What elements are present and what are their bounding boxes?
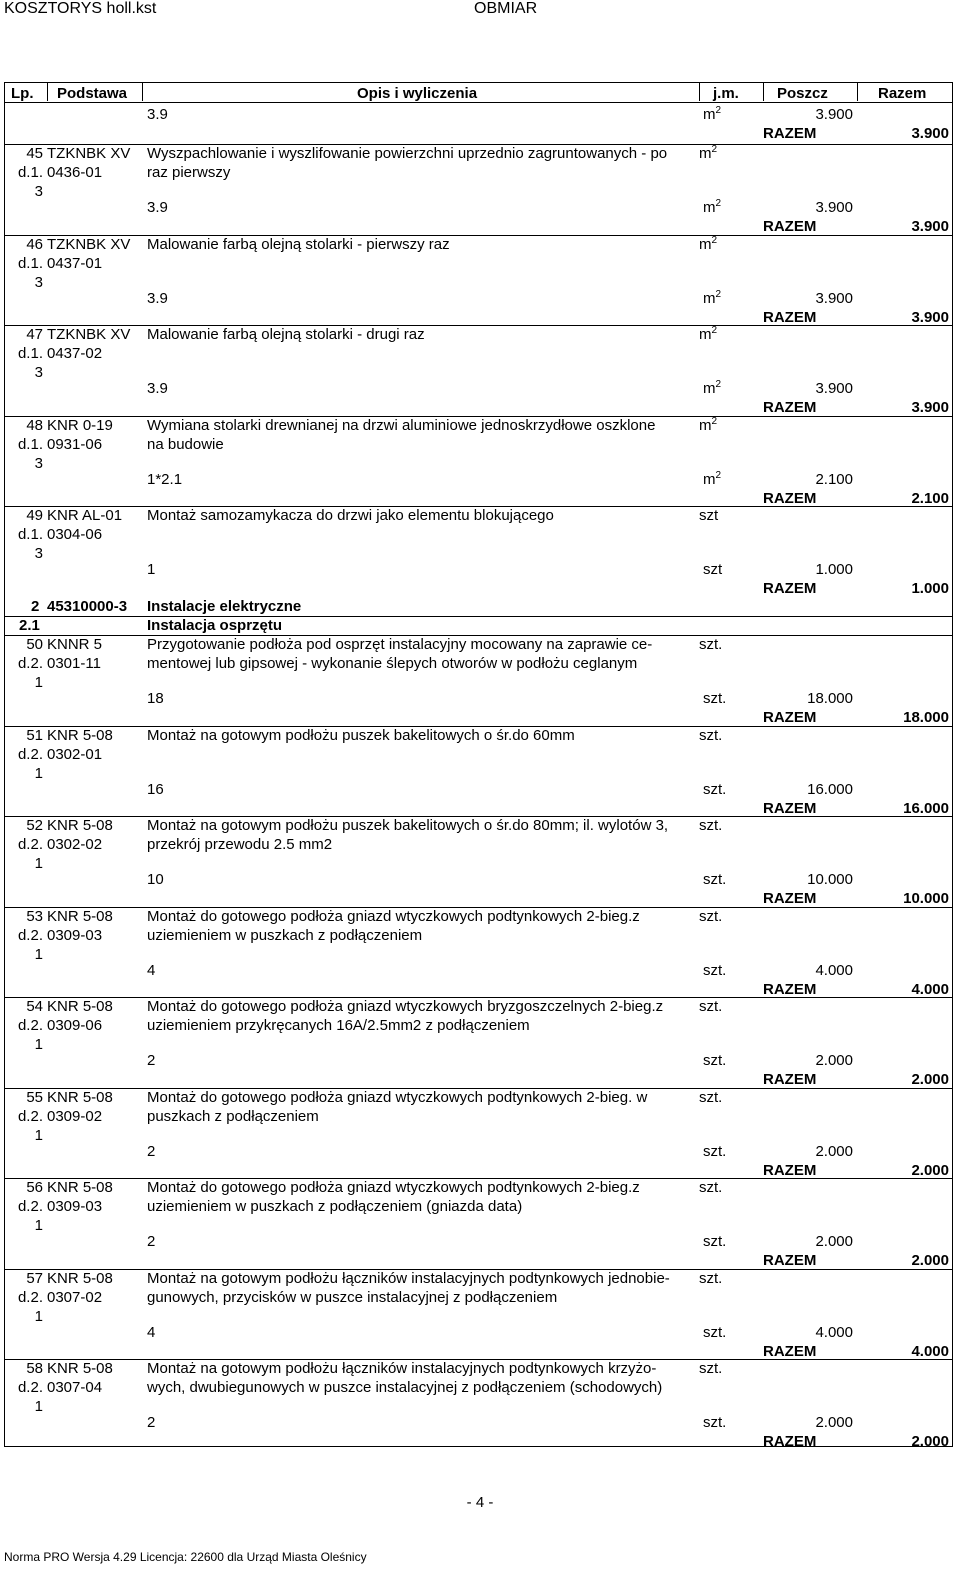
- header-divider: [5, 102, 952, 103]
- item-description: gunowych, przycisków w puszce instalacyjnej z podłączeniem: [147, 1288, 558, 1306]
- item-description: uziemieniem przykręcanych 16A/2.5mm2 z podłączeniem: [147, 1017, 530, 1034]
- col-podstawa: Podstawa: [57, 85, 128, 102]
- calc-expression: 18: [147, 690, 164, 707]
- item-description: Wymiana stolarki drewnianej na drzwi aluminiowe jednoskrzydłowe oszklone: [147, 416, 656, 434]
- razem-value: 2.100: [911, 489, 949, 507]
- item-code: 0309-03: [47, 926, 103, 944]
- razem-label: RAZEM: [763, 709, 817, 726]
- item-code: 0301-11: [47, 655, 101, 672]
- item-description: Wyszpachlowanie i wyszlifowanie powierzchni uprzednio zagruntowanych - po: [147, 145, 668, 162]
- item-code: 0307-04: [47, 1379, 103, 1396]
- calc-unit: szt.: [703, 1142, 727, 1160]
- calc-expression: 10: [147, 871, 164, 888]
- col-divider: [857, 83, 858, 101]
- calc-unit: szt.: [703, 1323, 727, 1341]
- col-divider: [763, 83, 764, 101]
- item-code: 0931-06: [47, 435, 103, 453]
- calc-unit: szt.: [703, 1233, 727, 1250]
- razem-value: 3.900: [911, 399, 949, 416]
- calc-expression: 2: [147, 1233, 156, 1250]
- item-lp: 1: [34, 855, 43, 872]
- col-divider: [699, 83, 700, 101]
- razem-value: 3.900: [911, 308, 949, 326]
- item-unit: $m^2$: [699, 415, 718, 434]
- item-lp: d.2.: [17, 1288, 43, 1306]
- item-description: Montaż do gotowego podłoża gniazd wtyczkowych bryzgoszczelnych 2-bieg.z: [147, 998, 664, 1015]
- item-description: uziemieniem w puszkach z podłączeniem (gniazda data): [147, 1198, 523, 1215]
- section-title: Instalacje elektryczne: [147, 598, 302, 615]
- calc-unit: $m^2$: [703, 469, 722, 488]
- item-lp: d.2.: [17, 836, 43, 853]
- col-razem: Razem: [878, 85, 927, 102]
- item-lp: 1: [34, 1126, 43, 1144]
- item-unit: szt.: [699, 726, 723, 744]
- item-description: Montaż do gotowego podłoża gniazd wtyczkowych podtynkowych 2-bieg.z: [147, 907, 640, 925]
- item-code: KNR 0-19: [47, 416, 113, 434]
- item-lp: 55: [26, 1088, 43, 1106]
- calc-value: 4.000: [815, 961, 853, 979]
- calc-value: 3.900: [815, 199, 853, 216]
- item-lp: 3: [34, 273, 43, 291]
- item-description: na budowie: [147, 435, 224, 453]
- calc-value: 2.100: [815, 470, 853, 488]
- razem-label: RAZEM: [763, 1433, 817, 1450]
- item-lp: 1: [34, 1036, 43, 1053]
- item-lp: 3: [34, 454, 43, 472]
- item-unit: $m^2$: [699, 144, 718, 162]
- razem-label: RAZEM: [763, 799, 817, 817]
- item-lp: 3: [34, 545, 43, 562]
- razem-label: RAZEM: [763, 218, 817, 235]
- item-description: Montaż na gotowym podłożu puszek bakelitowych o śr.do 60mm: [147, 726, 575, 744]
- calc-unit: szt.: [703, 871, 727, 888]
- item-lp: d.2.: [17, 1198, 43, 1215]
- carry-unit: $m^2$: [703, 105, 722, 123]
- item-description: Montaż na gotowym podłożu łączników instalacyjnych podtynkowych jednobie-: [147, 1269, 670, 1287]
- item-code: TZKNBK XV: [47, 326, 131, 343]
- razem-value: 3.900: [911, 218, 949, 235]
- calc-value: 4.000: [815, 1323, 853, 1341]
- razem-label: RAZEM: [763, 489, 817, 507]
- item-description: mentowej lub gipsowej - wykonanie ślepych otworów w podłożu ceglanym: [147, 655, 638, 672]
- calc-unit: $m^2$: [703, 379, 722, 397]
- calc-unit: szt.: [703, 961, 727, 979]
- item-code: KNR AL-01: [47, 507, 123, 524]
- razem-value: 1.000: [911, 580, 949, 597]
- razem-label: RAZEM: [763, 890, 817, 907]
- calc-expression: 3.9: [147, 289, 168, 307]
- item-description: puszkach z podłączeniem: [147, 1107, 319, 1125]
- item-lp: d.1.: [17, 254, 43, 272]
- item-code: KNR 5-08: [47, 998, 113, 1015]
- item-unit: szt.: [699, 907, 723, 925]
- calc-expression: 2: [147, 1142, 156, 1160]
- item-unit: szt.: [699, 1179, 723, 1196]
- item-unit: szt: [699, 507, 719, 524]
- item-code: KNR 5-08: [47, 1088, 113, 1106]
- calc-value: 16.000: [807, 780, 853, 798]
- item-code: KNR 5-08: [47, 1360, 113, 1377]
- razem-value: 4.000: [911, 980, 949, 998]
- col-lp: Lp.: [11, 85, 34, 102]
- item-lp: 1: [34, 945, 43, 963]
- carry-razem-label: RAZEM: [763, 125, 817, 142]
- item-code: TZKNBK XV: [47, 145, 131, 162]
- razem-label: RAZEM: [763, 1161, 817, 1179]
- calc-value: 3.900: [815, 380, 853, 397]
- item-lp: d.1.: [17, 164, 43, 181]
- item-lp: d.2.: [17, 1379, 43, 1396]
- item-description: Montaż do gotowego podłoża gniazd wtyczkowych podtynkowych 2-bieg.z: [147, 1179, 640, 1196]
- item-lp: 48: [26, 416, 43, 434]
- item-unit: szt.: [699, 1360, 723, 1377]
- item-lp: 1: [34, 1307, 43, 1325]
- item-unit: szt.: [699, 1088, 723, 1106]
- item-lp: d.2.: [17, 926, 43, 944]
- item-code: 0304-06: [47, 526, 103, 543]
- item-lp: 45: [26, 145, 43, 162]
- razem-label: RAZEM: [763, 1252, 817, 1269]
- item-code: KNR 5-08: [47, 907, 113, 925]
- document-section: OBMIAR: [474, 0, 538, 17]
- estimate-table: [4, 82, 953, 1450]
- razem-value: 2.000: [911, 1433, 949, 1450]
- razem-label: RAZEM: [763, 580, 817, 597]
- item-unit: $m^2$: [699, 325, 718, 343]
- razem-label: RAZEM: [763, 1342, 817, 1360]
- item-unit: szt.: [699, 998, 723, 1015]
- razem-label: RAZEM: [763, 308, 817, 326]
- item-description: uziemieniem w puszkach z podłączeniem: [147, 926, 423, 944]
- calc-unit: $m^2$: [703, 288, 722, 307]
- item-lp: 1: [34, 1217, 43, 1234]
- calc-value: 18.000: [807, 690, 853, 707]
- col-divider: [142, 83, 143, 101]
- item-code: KNR 5-08: [47, 726, 113, 744]
- subsection-title: Instalacja osprzętu: [147, 617, 283, 634]
- item-unit: szt.: [699, 636, 723, 653]
- item-description: raz pierwszy: [147, 164, 231, 181]
- carry-calc: 3.9: [147, 106, 168, 123]
- col-divider: [47, 83, 48, 101]
- calc-expression: 3.9: [147, 380, 168, 397]
- calc-value: 2.000: [815, 1233, 853, 1250]
- item-code: TZKNBK XV: [47, 235, 131, 253]
- col-opis: Opis i wyliczenia: [357, 85, 478, 102]
- document-title: KOSZTORYS holl.kst: [4, 0, 157, 17]
- page-number: - 4 -: [466, 1494, 494, 1511]
- footer-license: Norma PRO Wersja 4.29 Licencja: 22600 dla Urząd Miasta Oleśnicy: [4, 1550, 367, 1564]
- item-lp: 1: [34, 764, 43, 782]
- calc-expression: 1*2.1: [147, 470, 183, 488]
- item-lp: d.1.: [17, 526, 43, 543]
- item-code: KNR 5-08: [47, 817, 113, 834]
- item-code: 0307-02: [47, 1288, 103, 1306]
- section-code: 45310000-3: [47, 598, 128, 615]
- item-lp: 46: [26, 235, 43, 253]
- calc-unit: szt.: [703, 1414, 727, 1431]
- razem-value: 2.000: [911, 1161, 949, 1179]
- item-description: Montaż na gotowym podłożu puszek bakelitowych o śr.do 80mm; il. wylotów 3,: [147, 817, 669, 834]
- item-lp: d.1.: [17, 345, 43, 362]
- razem-value: 2.000: [911, 1252, 949, 1269]
- calc-expression: 2: [147, 1414, 156, 1431]
- calc-unit: szt.: [703, 690, 727, 707]
- item-code: 0309-03: [47, 1198, 103, 1215]
- calc-expression: 1: [147, 561, 156, 578]
- item-lp: 50: [26, 636, 43, 653]
- item-code: KNR 5-08: [47, 1269, 113, 1287]
- item-code: 0436-01: [47, 164, 103, 181]
- calc-expression: 4: [147, 961, 156, 979]
- calc-expression: 2: [147, 1052, 156, 1069]
- item-description: Malowanie farbą olejną stolarki - drugi raz: [147, 326, 425, 343]
- calc-value: 3.900: [815, 289, 853, 307]
- item-lp: d.2.: [17, 655, 43, 672]
- item-lp: 58: [26, 1360, 43, 1377]
- item-description: Montaż samozamykacza do drzwi jako elementu blokującego: [147, 507, 554, 524]
- carry-razem-value: 3.900: [911, 125, 949, 142]
- item-lp: d.2.: [17, 745, 43, 763]
- razem-value: 4.000: [911, 1342, 949, 1360]
- col-poszcz: Poszcz: [777, 85, 828, 102]
- item-lp: 3: [34, 183, 43, 200]
- razem-label: RAZEM: [763, 1071, 817, 1088]
- item-lp: d.1.: [17, 435, 43, 453]
- item-description: Montaż do gotowego podłoża gniazd wtyczkowych podtynkowych 2-bieg. w: [147, 1088, 648, 1106]
- item-lp: 53: [26, 907, 43, 925]
- item-code: 0302-01: [47, 745, 103, 763]
- item-lp: 47: [26, 326, 43, 343]
- razem-value: 16.000: [903, 799, 949, 817]
- calc-value: 1.000: [815, 561, 853, 578]
- item-unit: $m^2$: [699, 234, 718, 253]
- carry-value: 3.900: [815, 106, 853, 123]
- razem-label: RAZEM: [763, 980, 817, 998]
- item-lp: d.2.: [17, 1017, 43, 1034]
- calc-expression: 4: [147, 1323, 156, 1341]
- item-code: 0309-06: [47, 1017, 103, 1034]
- item-lp: 56: [26, 1179, 43, 1196]
- item-lp: 57: [26, 1269, 43, 1287]
- item-lp: d.2.: [17, 1107, 43, 1125]
- item-description: Przygotowanie podłoża pod osprzęt instalacyjny mocowany na zaprawie ce-: [147, 636, 653, 653]
- razem-value: 2.000: [911, 1071, 949, 1088]
- calc-expression: 3.9: [147, 199, 168, 216]
- item-code: 0302-02: [47, 836, 103, 853]
- calc-expression: 16: [147, 780, 164, 798]
- subsection-number: 2.1: [19, 617, 40, 634]
- item-lp: 1: [34, 674, 43, 691]
- calc-value: 2.000: [815, 1052, 853, 1069]
- item-lp: 52: [26, 817, 43, 834]
- item-code: KNNR 5: [47, 636, 103, 653]
- razem-value: 18.000: [903, 709, 949, 726]
- razem-label: RAZEM: [763, 399, 817, 416]
- item-lp: 49: [26, 507, 43, 524]
- item-description: przekrój przewodu 2.5 mm2: [147, 836, 333, 853]
- calc-value: 10.000: [807, 871, 853, 888]
- calc-unit: $m^2$: [703, 198, 722, 216]
- col-jm: j.m.: [713, 85, 739, 102]
- calc-unit: szt.: [703, 780, 727, 798]
- item-code: 0437-01: [47, 254, 103, 272]
- calc-value: 2.000: [815, 1414, 853, 1431]
- item-code: 0309-02: [47, 1107, 103, 1125]
- calc-value: 2.000: [815, 1142, 853, 1160]
- item-description: Montaż na gotowym podłożu łączników instalacyjnych podtynkowych krzyżo-: [147, 1360, 657, 1377]
- item-code: KNR 5-08: [47, 1179, 113, 1196]
- item-lp: 3: [34, 364, 43, 381]
- item-unit: szt.: [699, 817, 723, 834]
- calc-unit: szt: [703, 561, 723, 578]
- item-lp: 54: [26, 998, 43, 1015]
- item-code: 0437-02: [47, 345, 103, 362]
- item-description: wych, dwubiegunowych w puszce instalacyjnej z podłączeniem (schodowych): [147, 1379, 663, 1396]
- item-unit: szt.: [699, 1269, 723, 1287]
- calc-unit: szt.: [703, 1052, 727, 1069]
- razem-value: 10.000: [903, 890, 949, 907]
- item-lp: 51: [26, 726, 43, 744]
- item-lp: 1: [34, 1398, 43, 1415]
- section-number: 2: [31, 598, 40, 615]
- item-description: Malowanie farbą olejną stolarki - pierwszy raz: [147, 235, 450, 253]
